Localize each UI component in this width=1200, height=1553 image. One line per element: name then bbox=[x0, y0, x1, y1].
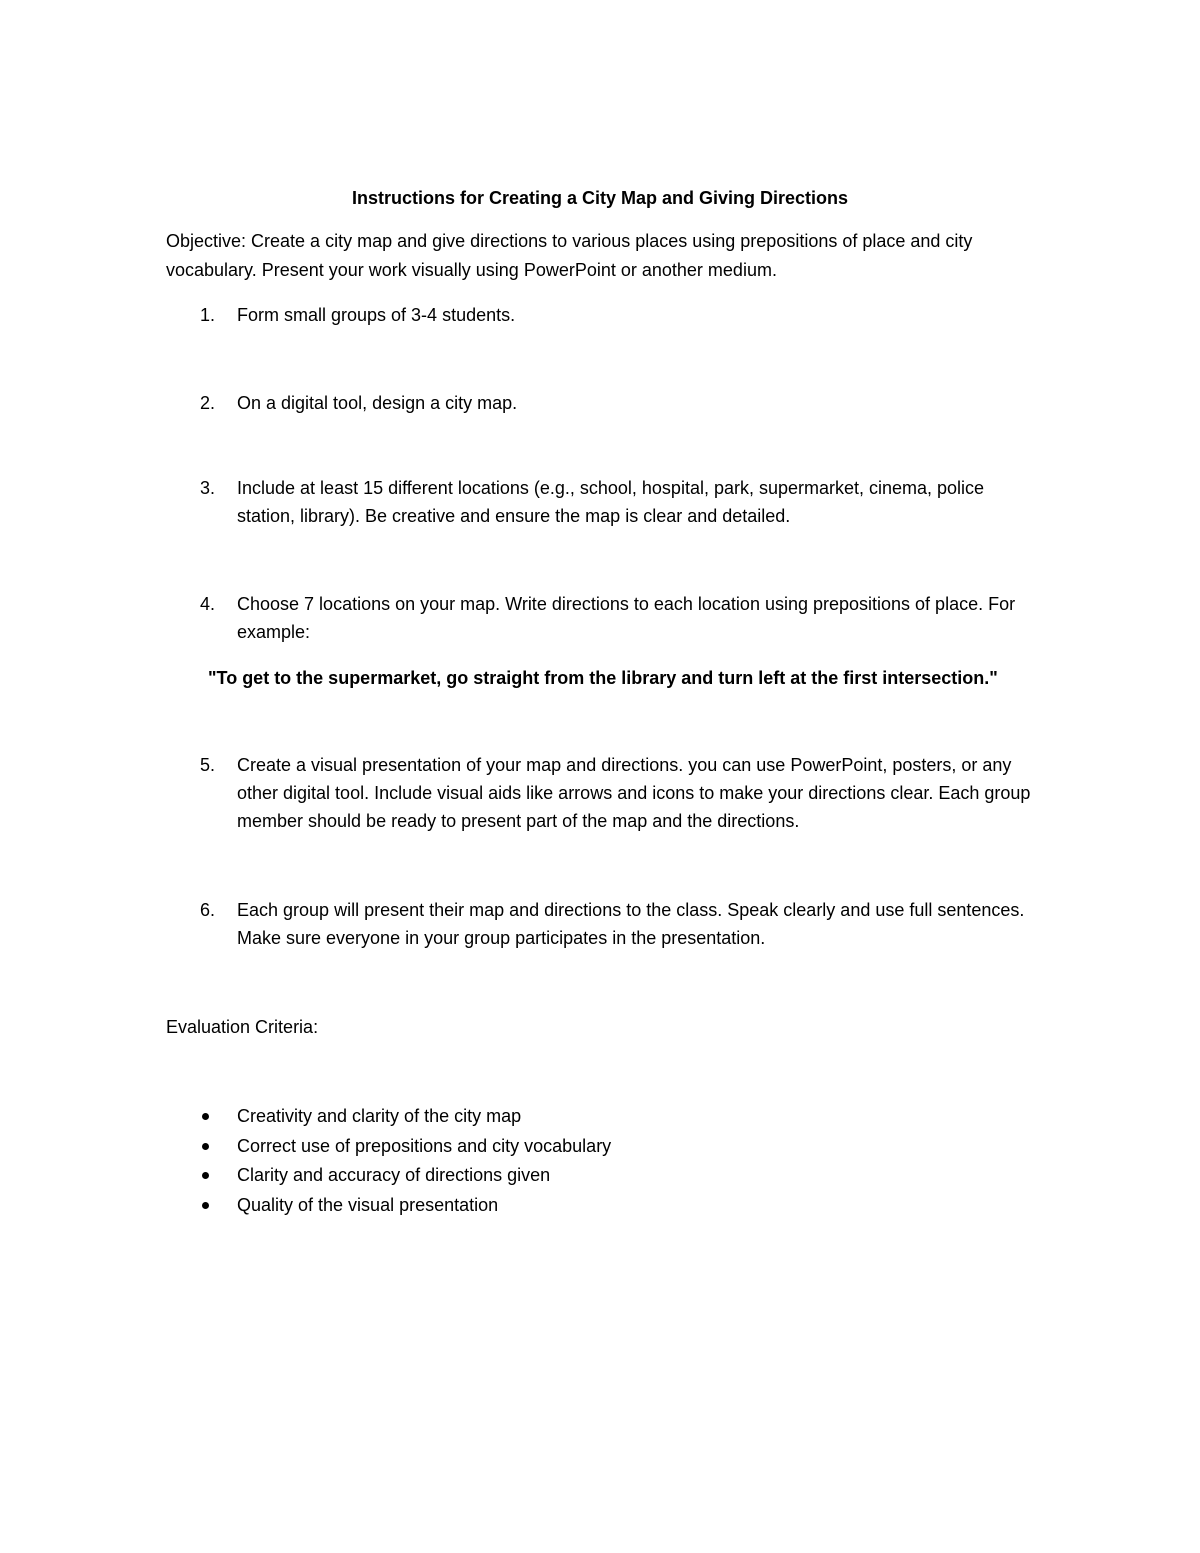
step-number: 6. bbox=[200, 900, 216, 920]
criteria-text: Clarity and accuracy of directions given bbox=[237, 1165, 551, 1185]
document-title: Instructions for Creating a City Map and Giving Directions bbox=[351, 188, 849, 208]
bullet-icon bbox=[202, 1172, 209, 1179]
step-text: Include at least 15 different locations (e.g., school, hospital, park, supermarket, cinema, police station, library). Be creative and ensure the map is clear and detailed. bbox=[237, 478, 985, 526]
criteria-text: Quality of the visual presentation bbox=[237, 1195, 499, 1215]
criteria-text: Correct use of prepositions and city vocabulary bbox=[237, 1136, 612, 1156]
bullet-icon bbox=[202, 1143, 209, 1150]
step-number: 3. bbox=[200, 478, 216, 498]
step-text: Create a visual presentation of your map and directions. you can use PowerPoint, posters, or any other digital tool. Include visual aids like arrows and icons to make your directions clear. Each group member should be ready to present part of the map and the directions. bbox=[237, 755, 1031, 831]
objective-paragraph: Objective: Create a city map and give directions to various places using prepositions of place and city vocabulary. Present your work visually using PowerPoint or another medium. bbox=[166, 231, 973, 280]
bullet-icon bbox=[202, 1113, 209, 1120]
step-text: Each group will present their map and directions to the class. Speak clearly and use full sentences. Make sure everyone in your group participates in the presentation. bbox=[237, 900, 1025, 948]
step-text: Form small groups of 3-4 students. bbox=[237, 305, 516, 325]
criteria-text: Creativity and clarity of the city map bbox=[237, 1106, 522, 1126]
step-number: 2. bbox=[200, 393, 216, 413]
evaluation-heading: Evaluation Criteria: bbox=[166, 1017, 319, 1037]
bullet-icon bbox=[202, 1202, 209, 1209]
step-number: 4. bbox=[200, 594, 216, 614]
example-quote: "To get to the supermarket, go straight from the library and turn left at the first intersection." bbox=[208, 668, 998, 688]
step-number: 1. bbox=[200, 305, 216, 325]
step-text: On a digital tool, design a city map. bbox=[237, 393, 518, 413]
step-number: 5. bbox=[200, 755, 216, 775]
step-text: Choose 7 locations on your map. Write directions to each location using prepositions of place. For example: bbox=[237, 594, 1016, 642]
